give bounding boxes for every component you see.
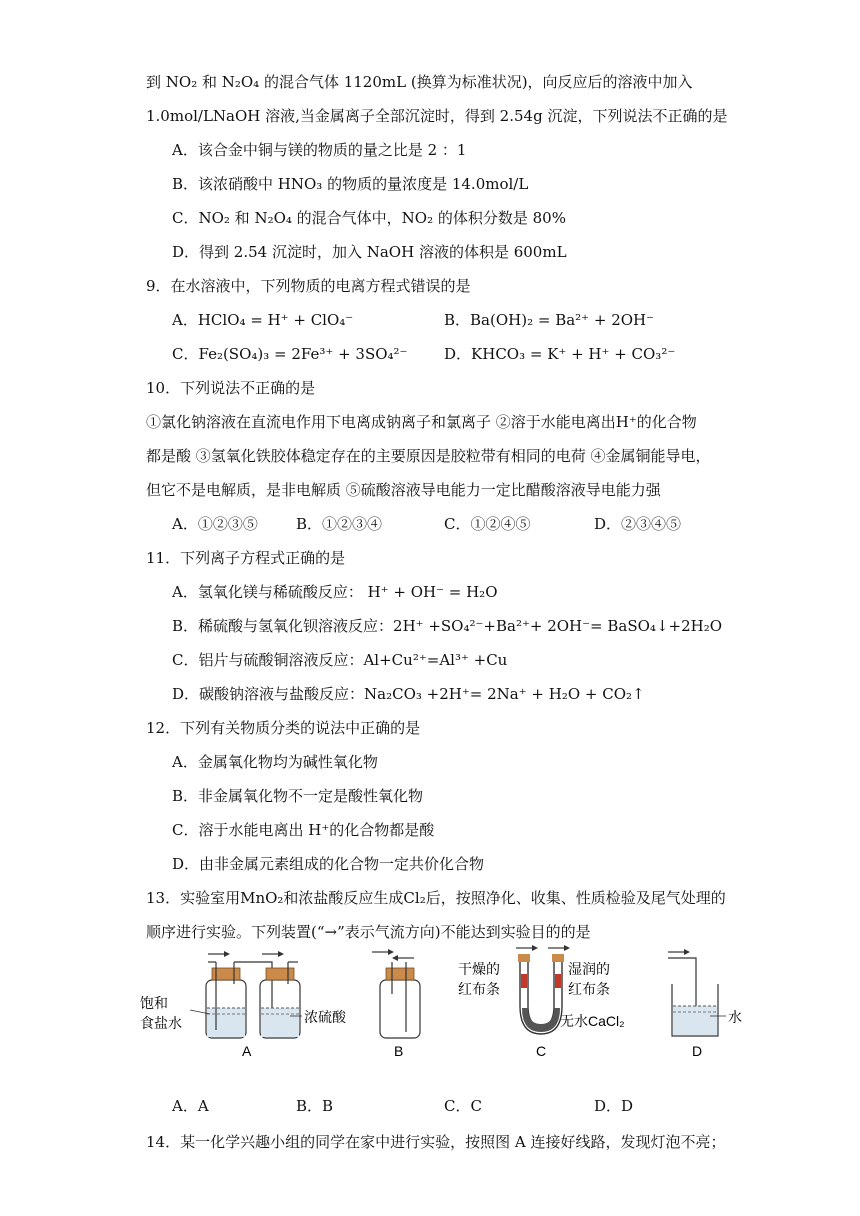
q14-line1: 14．某一化学兴趣小组的同学在家中进行实验，按照图 A 连接好线路，发现灯泡不亮； <box>146 1133 726 1151</box>
q8-line2: 1.0mol/LNaOH 溶液,当金属离子全部沉淀时，得到 2.54g 沉淀，下列说法不正确的是 <box>146 107 728 125</box>
q10-option-c: C．①②④⑤ <box>444 515 531 533</box>
q10-line2: 都是酸 ③氢氧化铁胶体稳定存在的主要原因是胶粒带有相同的电荷 ④金属铜能导电， <box>146 447 711 465</box>
apparatus-figure <box>140 944 760 1062</box>
q9-option-d: D．KHCO₃ = K⁺ + H⁺ + CO₃²⁻ <box>444 345 676 363</box>
q9-option-c: C．Fe₂(SO₄)₃ = 2Fe³⁺ + 3SO₄²⁻ <box>172 345 408 363</box>
q10-line3: 但它不是电解质，是非电解质 ⑤硫酸溶液导电能力一定比醋酸溶液导电能力强 <box>146 481 661 499</box>
q9-stem: 9．在水溶液中，下列物质的电离方程式错误的是 <box>146 277 471 295</box>
q11-option-c: C．铝片与硫酸铜溶液反应：Al+Cu²⁺=Al³⁺ +Cu <box>172 651 508 669</box>
q12-stem: 12．下列有关物质分类的说法中正确的是 <box>146 719 421 737</box>
q11-stem: 11．下列离子方程式正确的是 <box>146 549 346 567</box>
q12-option-b: B．非金属氧化物不一定是酸性氧化物 <box>172 787 424 805</box>
q10-option-a: A．①②③⑤ <box>172 515 258 533</box>
q11-option-b: B．稀硫酸与氢氧化钡溶液反应：2H⁺ +SO₄²⁻+Ba²⁺+ 2OH⁻= BaSO₄↓+2H₂O <box>172 617 723 635</box>
q10-option-b: B．①②③④ <box>296 515 383 533</box>
label-conc-sulfuric: 浓硫酸 <box>304 1009 346 1025</box>
q8-option-c: C．NO₂ 和 N₂O₄ 的混合气体中，NO₂ 的体积分数是 80% <box>172 209 566 227</box>
caption-a: A <box>242 1043 252 1059</box>
apparatus-c <box>458 945 625 1059</box>
caption-b: B <box>394 1043 404 1059</box>
q11-option-d: D．碳酸钠溶液与盐酸反应：Na₂CO₃ +2H⁺= 2Na⁺ + H₂O + CO₂↑ <box>172 685 645 703</box>
label-wet: 湿润的 <box>568 961 610 977</box>
q11-option-a: A．氢氧化镁与稀硫酸反应： H⁺ + OH⁻ = H₂O <box>172 583 498 601</box>
q8-option-b: B．该浓硝酸中 HNO₃ 的物质的量浓度是 14.0mol/L <box>172 175 529 193</box>
label-brine: 食盐水 <box>140 1015 182 1031</box>
q13-option-c: C．C <box>444 1097 482 1115</box>
q13-option-a: A．A <box>172 1097 209 1115</box>
q8-line1: 到 NO₂ 和 N₂O₄ 的混合气体 1120mL (换算为标准状况)，向反应后的溶液中加入 <box>146 73 693 91</box>
q12-option-d: D．由非金属元素组成的化合物一定共价化合物 <box>172 855 485 873</box>
q10-option-d: D．②③④⑤ <box>594 515 682 533</box>
label-saturated: 饱和 <box>140 995 168 1011</box>
q13-option-d: D．D <box>594 1097 634 1115</box>
q13-line1: 13．实验室用MnO₂和浓盐酸反应生成Cl₂后，按照净化、收集、性质检验及尾气处理的 <box>146 889 726 907</box>
label-red-cloth-left: 红布条 <box>458 981 500 997</box>
q13-option-b: B．B <box>296 1097 334 1115</box>
q9-option-b: B．Ba(OH)₂ = Ba²⁺ + 2OH⁻ <box>444 311 655 329</box>
apparatus-a <box>140 951 347 1059</box>
caption-d: D <box>692 1043 703 1059</box>
q13-line2: 顺序进行实验。下列装置(“→”表示气流方向)不能达到实验目的的是 <box>146 923 591 941</box>
label-dry: 干燥的 <box>458 961 500 977</box>
q12-option-a: A．金属氧化物均为碱性氧化物 <box>172 753 378 771</box>
q10-line1: ①氯化钠溶液在直流电作用下电离成钠离子和氯离子 ②溶于水能电离出H⁺的化合物 <box>146 413 697 431</box>
apparatus-d <box>668 949 742 1059</box>
apparatus-b <box>372 949 420 1059</box>
q10-stem: 10．下列说法不正确的是 <box>146 379 316 397</box>
q8-option-a: A．该合金中铜与镁的物质的量之比是 2 ：1 <box>172 141 467 159</box>
q9-option-a: A．HClO₄ = H⁺ + ClO₄⁻ <box>172 311 354 329</box>
label-cacl2: 无水CaCl₂ <box>560 1013 625 1029</box>
caption-c: C <box>536 1043 547 1059</box>
label-water: 水 <box>728 1009 742 1025</box>
q12-option-c: C．溶于水能电离出 H⁺的化合物都是酸 <box>172 821 435 839</box>
q8-option-d: D．得到 2.54 沉淀时，加入 NaOH 溶液的体积是 600mL <box>172 243 567 261</box>
label-red-cloth-right: 红布条 <box>568 981 610 997</box>
